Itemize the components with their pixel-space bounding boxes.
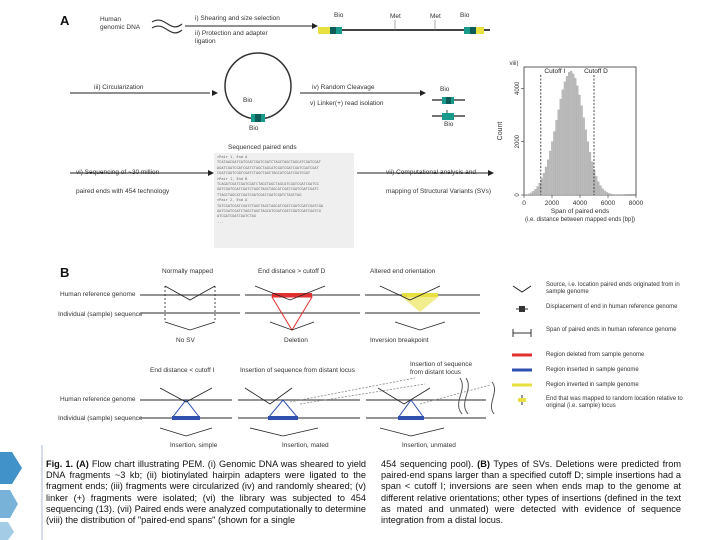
step-viii-label: viii) xyxy=(509,61,519,67)
row2-col2-title: Insertion of sequence from distant locus xyxy=(240,367,355,374)
figure-caption-left: Fig. 1. (A) Flow chart illustrating PEM. (i) Genomic DNA was sheared to yield DNA fragments ~3 kb; (ii) biotinylated hairpin adapters were ligated to the fragment ends; (iii) fragments were circularized (iv) and randomly sheared; (v) linker (+) fragments were isolated; (vi) the library was subjected to 454 sequencing (13). (vii) Paired ends were analyzed computationally to determine (viii) the distribution of "paired-end spans" (shown for a single xyxy=(46,459,366,526)
step-iii-label: iii) Circularization xyxy=(94,84,144,91)
sequence-line: >Pair 1, End A xyxy=(217,155,248,159)
bio-label-left: Bio xyxy=(334,12,344,19)
x-tick-label: 2000 xyxy=(544,200,560,207)
y-tick-label: 4000 xyxy=(515,81,521,96)
x-axis-label: Span of paired ends xyxy=(550,208,610,215)
col3-title: Altered end orientation xyxy=(370,268,436,275)
sequence-line: TCAGATCGATCGATCGATCTAGCTAGCTAGCATCGATCGATCGATCG xyxy=(217,182,319,187)
y-tick-label: 0 xyxy=(515,193,521,197)
step-vii-label: vii) Computational analysis and mapping of Structural Variants (SVs) xyxy=(386,169,492,195)
x-tick-label: 4000 xyxy=(572,200,588,207)
sequence-line: >Pair 1, End B xyxy=(217,176,248,181)
y-tick-label: 2000 xyxy=(515,134,521,149)
bio-label-right: Bio xyxy=(460,12,470,19)
x-axis-sublabel: (i.e. distance between mapped ends [bp]) xyxy=(524,217,636,223)
x-tick-label: 6000 xyxy=(600,200,616,207)
deletion-label: Deletion xyxy=(284,337,308,344)
sequence-line: TCATAACGATCATCGATCGATCGATCTAGCTAGCTAGCATCGATCGAT xyxy=(217,160,321,165)
row2-col3-title: Insertion of sequence from distant locus xyxy=(410,361,473,376)
inversion-label: Inversion breakpoint xyxy=(370,337,429,344)
ref-genome-label-1: Human reference genome xyxy=(60,291,136,298)
panel-a-label: A xyxy=(60,13,70,28)
ins-unmated-label: Insertion, unmated xyxy=(402,442,456,449)
sequence-line: >Pair 2, End A xyxy=(217,198,248,203)
sequence-line: TATCGATCGATCGATCTAGCTAGCTAGCATCGATCGATCGATCGATCGA xyxy=(217,203,324,208)
ind-seq-label-1: Individual (sample) sequence xyxy=(58,311,143,318)
legend-inserted: Region inserted in sample genome xyxy=(546,367,639,373)
ind-seq-label-2: Individual (sample) sequence xyxy=(58,415,143,422)
legend-deleted: Region deleted from sample genome xyxy=(546,352,645,358)
col2-title: End distance > cutoff D xyxy=(258,268,326,275)
x-tick-label: 8000 xyxy=(628,200,644,207)
ins-mated-label: Insertion, mated xyxy=(282,442,329,449)
sequence-line: ... xyxy=(217,219,224,224)
bio-circle-top: Bio xyxy=(243,97,253,104)
legend-inverted: Region inverted in sample genome xyxy=(546,382,639,388)
no-sv-label: No SV xyxy=(176,337,195,344)
sequence-line: TTAGCTAGCATCGATCGATCGATCGATCGATCTAGCTAG xyxy=(217,192,302,197)
cutoff-d-label: Cutoff D xyxy=(584,68,608,75)
ref-genome-label-2: Human reference genome xyxy=(60,396,136,403)
row2-col1-title: End distance < cutoff I xyxy=(150,367,215,374)
bio-circle-bottom: Bio xyxy=(249,125,259,132)
sequence-line: GATCGATCGATCTAGCTAGCTAGCATCGATCGATCGATCGATCGATCG xyxy=(217,209,321,214)
panel-b-label: B xyxy=(60,265,70,280)
sequence-line: GATCGATCGATCGATCTAGCTAGCTAGCATCGATCGATCGATCGATC xyxy=(217,187,319,192)
legend-displacement: Displacement of end in human reference genome xyxy=(546,304,678,310)
sequence-line: AGATCGATCGATCGATCTAGCTAGCATCGATCGATCGATCGATCGAT xyxy=(217,165,319,170)
cutoff-i-label: Cutoff I xyxy=(544,68,566,75)
x-tick-label: 0 xyxy=(522,200,526,207)
met-label-1: Met xyxy=(390,13,401,20)
legend-random-end: End that was mapped to random location relative to original (i.e. sample) locus xyxy=(546,396,683,409)
legend-glyphs xyxy=(512,286,532,405)
step-v-label: v) Linker(+) read isolation xyxy=(310,100,384,107)
step-vi-label: vi) Sequencing of ~30 million paired ends with 454 technology xyxy=(76,169,170,195)
legend-source: Source, i.e. location paired ends originated from in sample genome xyxy=(546,282,680,295)
step-i-label: i) Shearing and size selection xyxy=(195,15,280,22)
col1-title: Normally mapped xyxy=(162,268,213,275)
sequence-line: ATCGATCGATCGATCTAG xyxy=(217,214,256,219)
figure-caption-right: 454 sequencing pool). (B) Types of SVs. Deletions were predicted from paired-end spans larger than a specified cutoff D; simple insertions had a span < cutoff I; inversions are seen when ends map to the genome at different relative orientations; other types of insertions (defined in the text as mated and unmated) were detected with evidence of sequence integration from a distal locus. xyxy=(381,459,682,526)
met-label-2: Met xyxy=(430,13,441,20)
step-ii-label: ii) Protection and adapter ligation xyxy=(195,30,268,45)
sequenced-ends-title: Sequenced paired ends xyxy=(228,144,297,151)
step-iv-label: iv) Random Cleavage xyxy=(312,84,375,91)
human-genomic-dna-label: Human genomic DNA xyxy=(100,16,141,31)
legend-span: Span of paired ends in human reference genome xyxy=(546,327,677,333)
bio-frag-bottom: Bio xyxy=(444,121,454,128)
ins-simple-label: Insertion, simple xyxy=(170,442,218,449)
sequence-line: CGATCGATCGATCGATCTAGCTAGCTAGCATCGATCGATCGAT xyxy=(217,171,311,176)
bio-frag-top: Bio xyxy=(440,86,450,93)
y-axis-label: Count xyxy=(497,121,504,141)
